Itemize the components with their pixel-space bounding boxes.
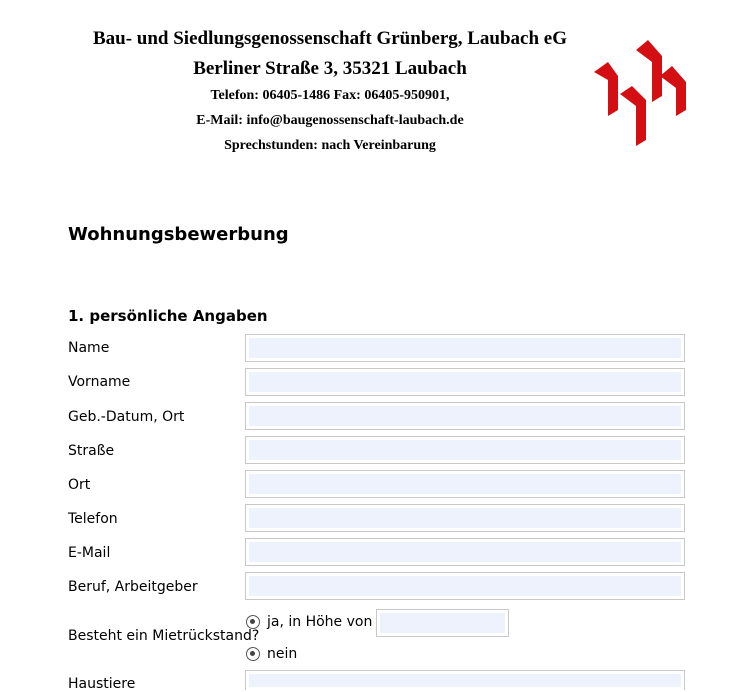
beruf-field[interactable] xyxy=(245,572,685,600)
haustiere-input[interactable] xyxy=(249,674,681,687)
company-address: Berliner Straße 3, 35321 Laubach xyxy=(193,58,467,79)
name-field[interactable] xyxy=(245,334,685,362)
label-email: E-Mail xyxy=(68,545,111,561)
vorname-input[interactable] xyxy=(249,372,681,392)
email-field[interactable] xyxy=(245,538,685,566)
radio-yes-label: ja, in Höhe von xyxy=(267,614,373,630)
label-mietrueckstand: Besteht ein Mietrückstand? xyxy=(68,628,260,644)
email-input[interactable] xyxy=(249,542,681,562)
label-ort: Ort xyxy=(68,477,91,493)
radio-yes[interactable] xyxy=(246,615,260,629)
telefon-field[interactable] xyxy=(245,504,685,532)
telefon-input[interactable] xyxy=(249,508,681,528)
label-name: Name xyxy=(68,340,110,356)
birth-input[interactable] xyxy=(249,406,681,426)
label-haustiere: Haustiere xyxy=(68,676,136,692)
form-title: Wohnungsbewerbung xyxy=(68,224,289,245)
office-hours: Sprechstunden: nach Vereinbarung xyxy=(224,138,436,153)
beruf-input[interactable] xyxy=(249,576,681,596)
amount-field[interactable] xyxy=(376,609,509,637)
cooperative-logo-icon xyxy=(590,36,690,146)
amount-input[interactable] xyxy=(380,613,505,633)
label-birth: Geb.-Datum, Ort xyxy=(68,409,185,425)
radio-no[interactable] xyxy=(246,647,260,661)
label-telefon: Telefon xyxy=(68,511,118,527)
section-personal-data: 1. persönliche Angaben xyxy=(68,307,268,325)
haustiere-field[interactable] xyxy=(245,670,685,690)
strasse-input[interactable] xyxy=(249,440,681,460)
name-input[interactable] xyxy=(249,338,681,358)
company-name: Bau- und Siedlungsgenossenschaft Grünberg, Laubach eG xyxy=(92,28,568,49)
label-strasse: Straße xyxy=(68,443,115,459)
ort-input[interactable] xyxy=(249,474,681,494)
label-beruf: Beruf, Arbeitgeber xyxy=(68,579,198,595)
radio-no-label: nein xyxy=(267,646,298,662)
ort-field[interactable] xyxy=(245,470,685,498)
vorname-field[interactable] xyxy=(245,368,685,396)
birth-field[interactable] xyxy=(245,402,685,430)
label-vorname: Vorname xyxy=(68,374,131,390)
company-email: E-Mail: info@baugenossenschaft-laubach.de xyxy=(196,113,464,128)
company-phone-fax: Telefon: 06405-1486 Fax: 06405-950901, xyxy=(210,88,450,103)
strasse-field[interactable] xyxy=(245,436,685,464)
